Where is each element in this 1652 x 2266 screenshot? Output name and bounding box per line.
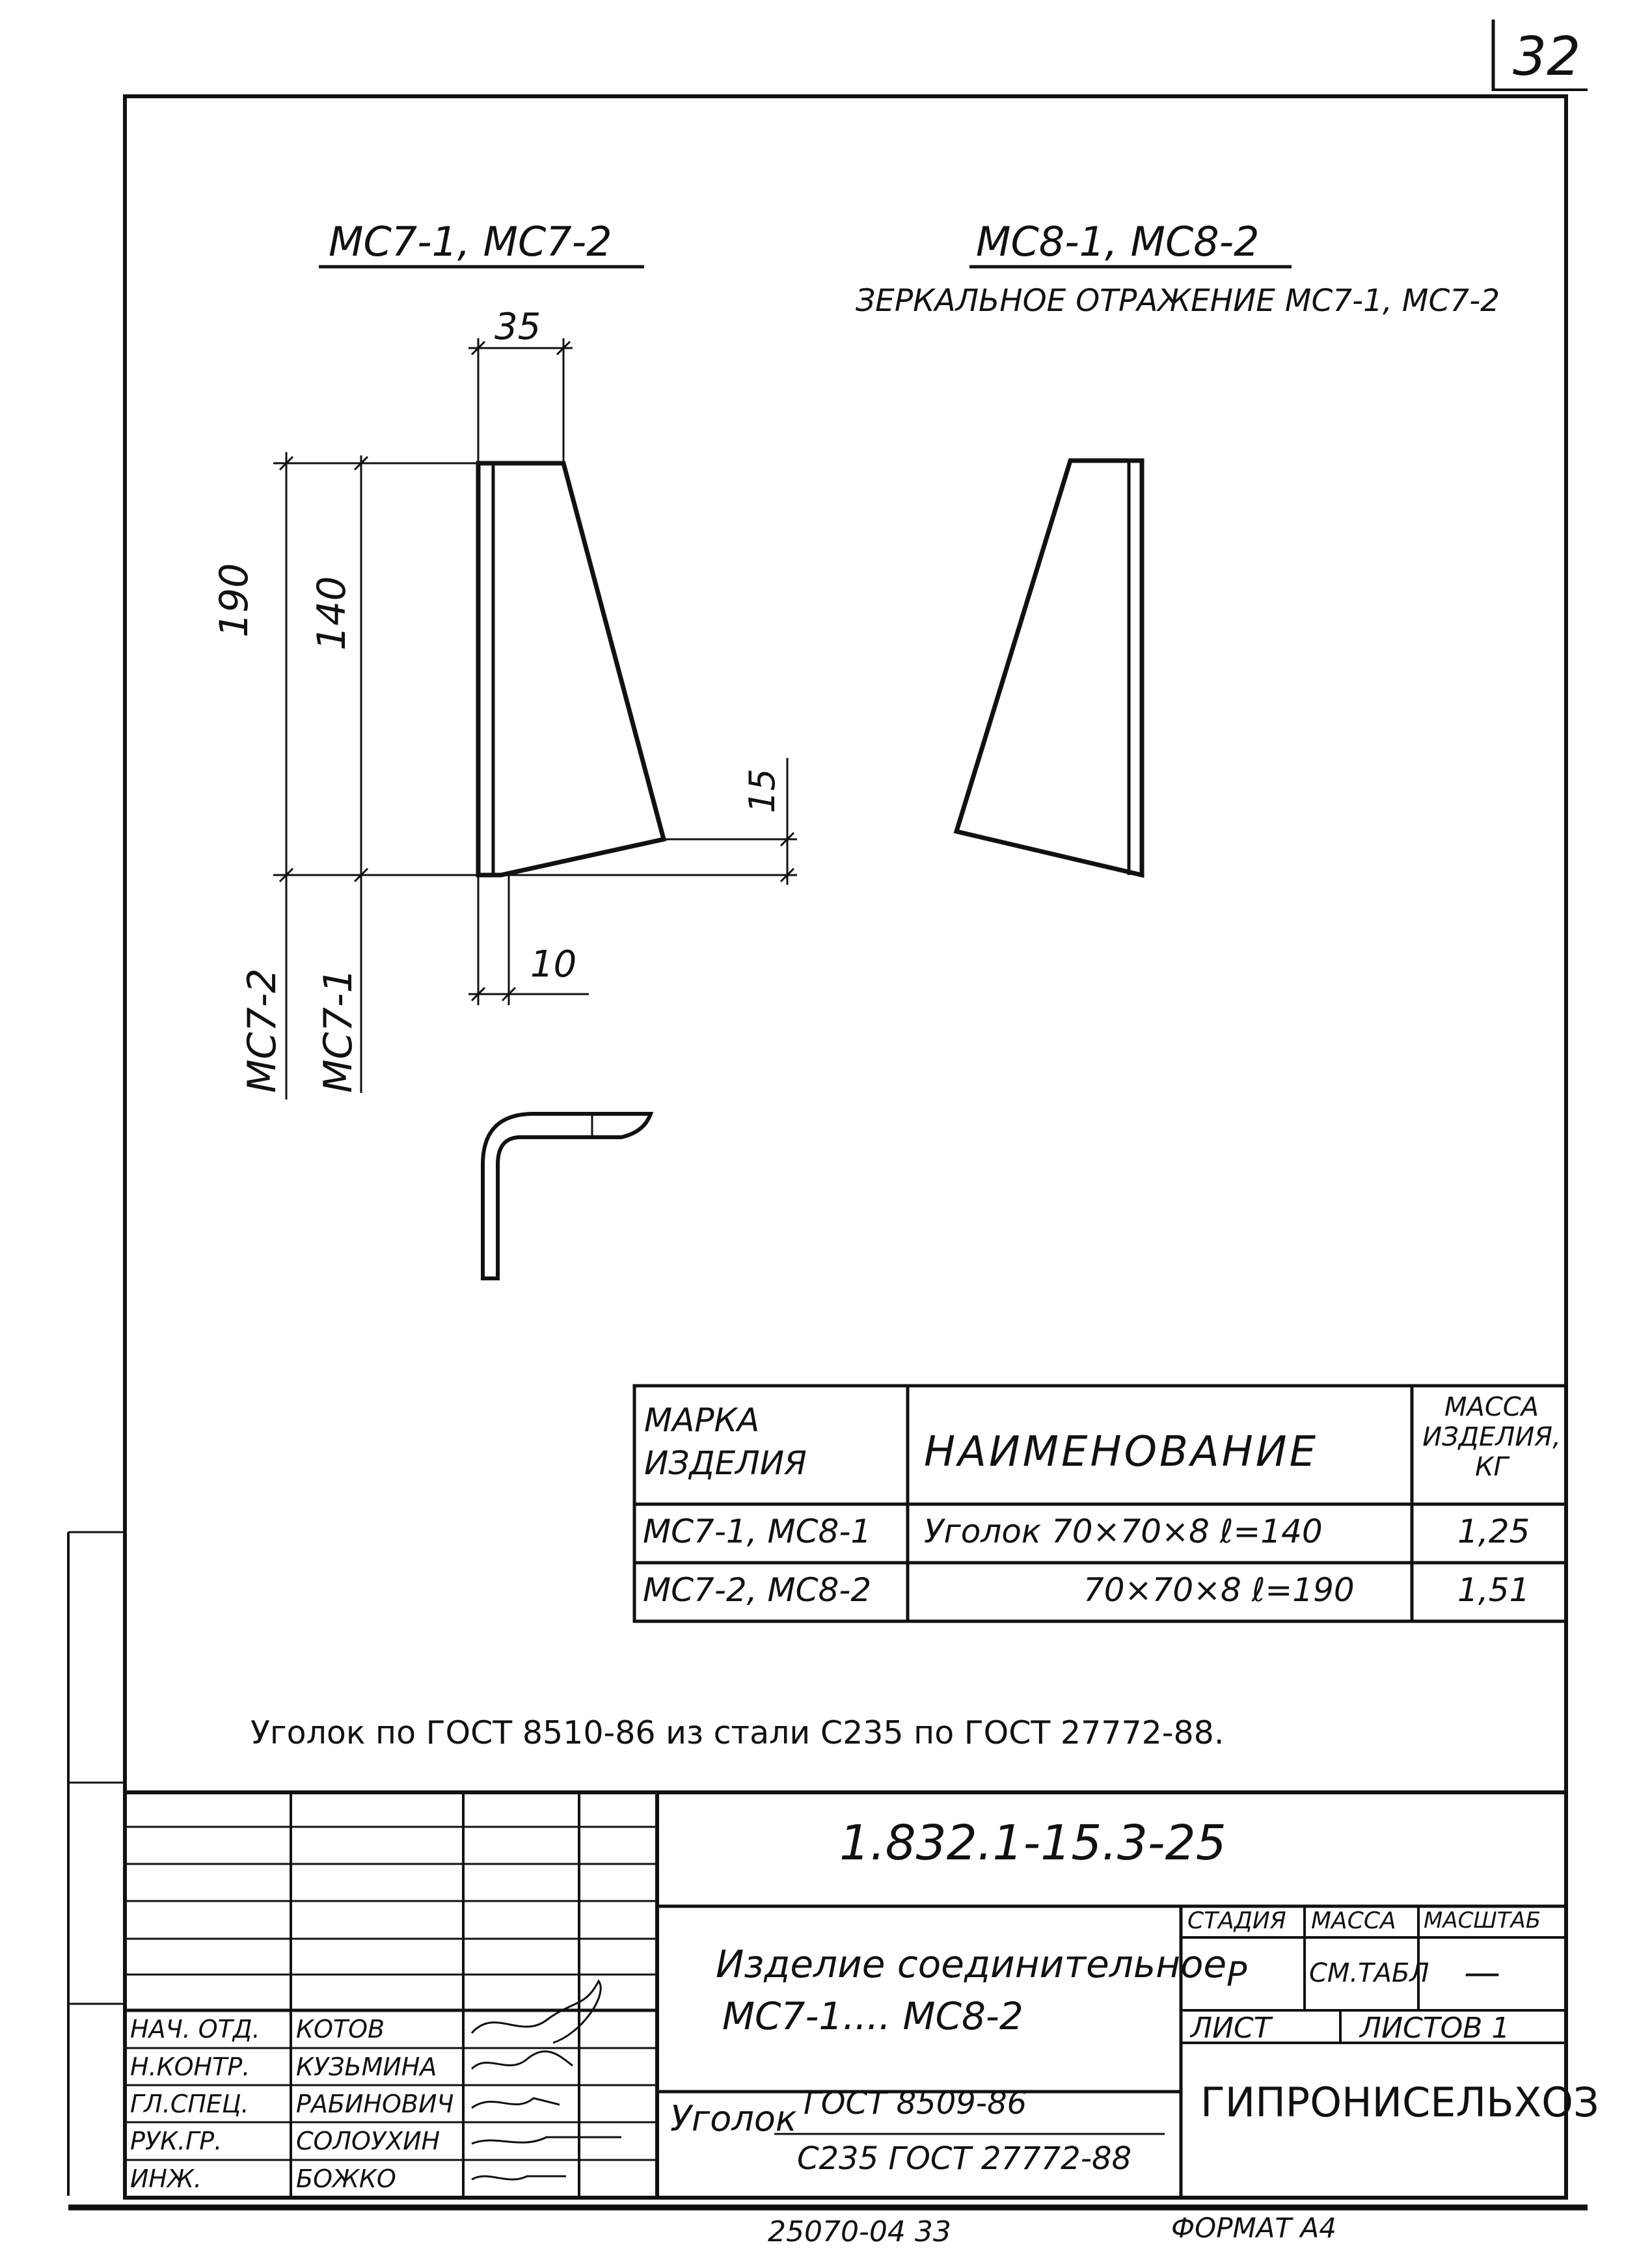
mass-label: МАССА xyxy=(1311,1908,1396,1934)
spec-row-2-mark: МС7-2, МС8-2 xyxy=(643,1571,872,1609)
staff-name: КУЗЬМИНА xyxy=(296,2053,437,2081)
left-view-title: МС7-1, МС7-2 xyxy=(329,218,612,265)
dim-label-10: 10 xyxy=(530,943,577,986)
dim-label-190: 190 xyxy=(211,563,257,638)
sheet-frame xyxy=(125,96,1566,2198)
spec-row-1-mass: 1,25 xyxy=(1457,1513,1530,1550)
spec-row-2-mass: 1,51 xyxy=(1457,1571,1530,1609)
spec-row-1-mark: МС7-1, МС8-1 xyxy=(643,1513,872,1550)
dimension-10 xyxy=(468,875,589,1005)
staff-role: ИНЖ. xyxy=(130,2165,202,2193)
scale-label: МАСШТАБ xyxy=(1424,1908,1541,1934)
sheet-label: ЛИСТ xyxy=(1191,2012,1271,2045)
angle-section xyxy=(483,1114,651,1278)
dim-label-15: 15 xyxy=(742,768,783,813)
mark-label-mc7-2: МС7-2 xyxy=(239,968,285,1093)
staff-name: СОЛОУХИН xyxy=(296,2127,440,2155)
mc8-part-outline xyxy=(956,461,1142,875)
mass-value: СМ.ТАБЛ xyxy=(1309,1958,1429,1988)
dimension-190-140 xyxy=(273,452,478,1099)
material-top: ГОСТ 8509-86 xyxy=(804,2085,1027,2122)
spec-row-2-name: 70×70×8 ℓ=190 xyxy=(1083,1571,1355,1609)
sheets-label: ЛИСТОВ 1 xyxy=(1360,2012,1510,2045)
staff-role: ГЛ.СПЕЦ. xyxy=(130,2090,249,2118)
spec-header-mass: МАССА ИЗДЕЛИЯ, КГ xyxy=(1422,1392,1561,1482)
spec-header-name: НАИМЕНОВАНИЕ xyxy=(924,1428,1319,1476)
document-code: 1.832.1-15.3-25 xyxy=(839,1815,1226,1871)
spec-row-1-name: Уголок 70×70×8 ℓ=140 xyxy=(924,1513,1323,1550)
staff-role: НАЧ. ОТД. xyxy=(130,2015,260,2043)
organization-name: ГИПРОНИСЕЛЬХОЗ xyxy=(1200,2079,1599,2126)
material-prefix: Уголок xyxy=(670,2098,797,2139)
stage-value: Р xyxy=(1226,1955,1247,1994)
stage-label: СТАДИЯ xyxy=(1187,1908,1286,1934)
staff-role: Н.КОНТР. xyxy=(130,2053,251,2081)
material-note: Уголок по ГОСТ 8510-86 из стали С235 по ГОСТ 27772-88. xyxy=(251,1714,1225,1751)
inventory-number: 25070-04 33 xyxy=(768,2215,951,2248)
staff-name: РАБИНОВИЧ xyxy=(296,2090,454,2118)
staff-name: БОЖКО xyxy=(296,2165,396,2193)
scale-value: — xyxy=(1464,1952,1500,1994)
mark-label-mc7-1: МС7-1 xyxy=(316,968,361,1093)
mc7-part-outline xyxy=(478,463,664,875)
page-number: 32 xyxy=(1513,26,1581,88)
staff-name: КОТОВ xyxy=(296,2015,385,2043)
dim-label-35: 35 xyxy=(494,306,541,348)
dimension-35 xyxy=(468,338,573,463)
material-bottom: С235 ГОСТ 27772-88 xyxy=(797,2140,1132,2177)
right-view-subtitle: ЗЕРКАЛЬНОЕ ОТРАЖЕНИЕ МС7-1, МС7-2 xyxy=(856,283,1500,319)
item-title-line1: Изделие соединительное xyxy=(716,1942,1227,1986)
paper-format: ФОРМАТ А4 xyxy=(1171,2212,1336,2244)
spec-header-mark: МАРКА ИЗДЕЛИЯ xyxy=(644,1401,807,1482)
right-view-title: МС8-1, МС8-2 xyxy=(976,218,1260,265)
staff-role: РУК.ГР. xyxy=(130,2127,223,2155)
item-title-line2: МС7-1.... МС8-2 xyxy=(722,1994,1023,2038)
dim-label-140: 140 xyxy=(309,576,355,651)
